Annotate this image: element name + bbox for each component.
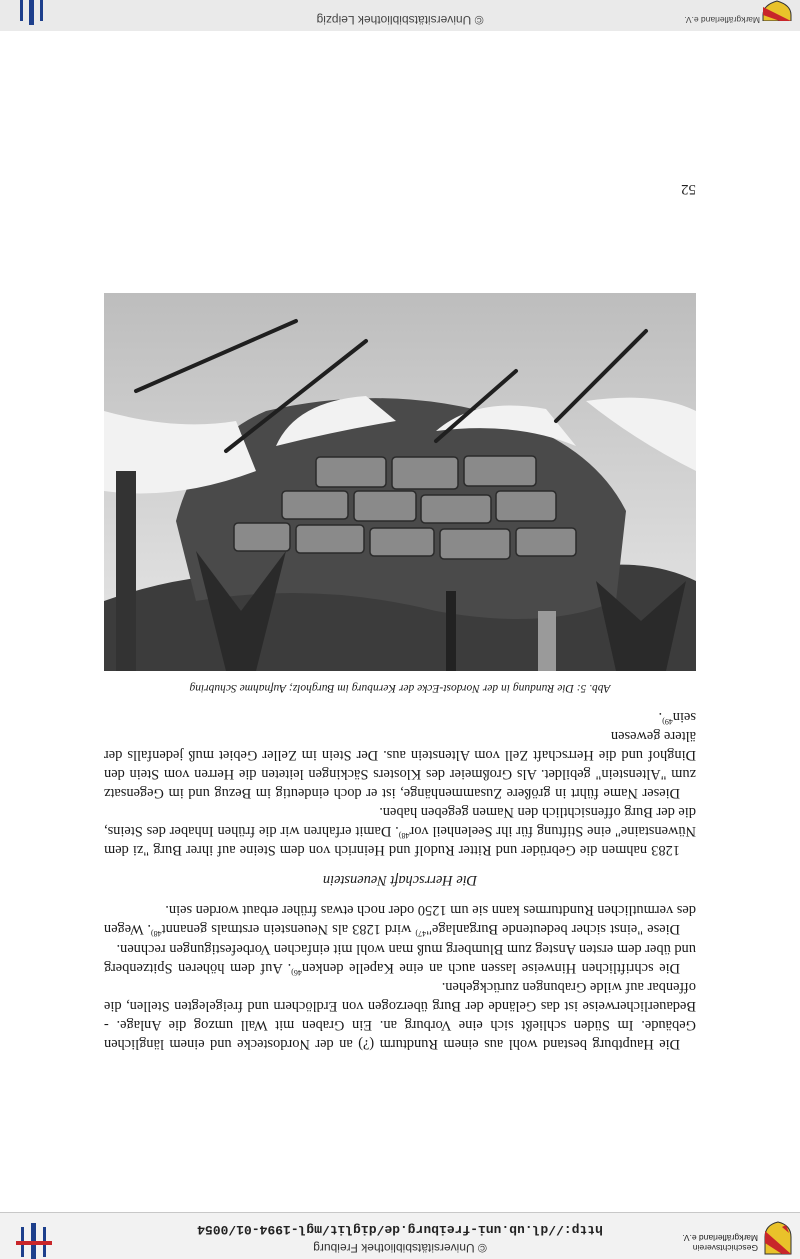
- castle-ruin-photo: [104, 294, 696, 672]
- paragraph-text: Die Hauptburg bestand wohl aus einem Rundturm (?) an der Nordostecke und einem länglichen Gebäude. Im Süden schließt sich eine Vorburg an. Ein Graben mit Wall umzog die Anlage. - Bedauerlicherweise ist das Gelände der Burg überzogen von Erdlöchern und freigelegten Stellen, die offenbar auf wilde Grabungen zurückgehen.: [104, 978, 696, 1052]
- coat-of-arms-icon: [764, 1221, 792, 1255]
- copyright-text: © Universitätsbibliothek Freiburg: [313, 1241, 487, 1255]
- paragraph: [104, 726, 696, 802]
- paragraph-text: sein: [672, 708, 696, 725]
- paragraph-text: Dieser Name führt in größere Zusammenhänge, ist er doch eindeutig im Bezug und im Gegensatz zum "Altenstein" gebildet. Als Großmeier des Klosters Säckingen leiteten die Herren vom Stein den Dinghof und die Herrschaft Zell vom Altenstein aus. Der Stein im Zeller Gebiet muß jedenfalls der ältere gewesen: [104, 727, 696, 801]
- digitization-mark-icon: [12, 1219, 56, 1259]
- footnote-ref[interactable]: 49): [662, 716, 673, 726]
- page-content: [104, 294, 696, 1054]
- paragraph: [104, 938, 696, 976]
- permalink-url[interactable]: http://dl.ub.uni-freiburg.de/diglit/mgl-1994-01/0054: [197, 1222, 603, 1237]
- footnote-ref[interactable]: 46): [291, 967, 302, 977]
- footnote-ref[interactable]: 47): [415, 929, 427, 939]
- paragraph-text: . Damit erfahren wir die frühen Inhaber des Steins, die der Burg offensichtlich den Namen gegeben haben.: [104, 804, 696, 840]
- society-name-line2: Markgräflerland e.V.: [682, 1233, 758, 1243]
- society-name: Markgräflerland e.V.: [684, 15, 760, 25]
- paragraph-text: . Auf dem höheren Spitzenberg und über dem ersten Ansteg zum Blumberg muß man wohl mit einfachen Vorbefestigungen rechnen.: [104, 940, 696, 976]
- footnote-ref[interactable]: 48): [150, 929, 162, 939]
- paragraph-text: Diese "einst sicher bedeutende Burganlage": [426, 921, 680, 938]
- coat-of-arms-icon: [762, 0, 792, 21]
- society-name: [668, 1233, 758, 1253]
- copyright-text: © Universitätsbibliothek Leipzig: [316, 13, 484, 27]
- paragraph: [104, 802, 696, 859]
- paragraph: [104, 707, 696, 726]
- footer-bar: [0, 0, 800, 31]
- paragraph-text: .: [658, 708, 663, 725]
- section-heading: Die Herrschaft Neuenstein: [322, 872, 478, 889]
- paragraph: [104, 977, 696, 1053]
- paragraph: [104, 900, 696, 938]
- figure-caption: Abb. 5: Die Rundung in der Nordost-Ecke der Kernburg im Burgholz; Aufnahme Schubring: [189, 682, 611, 695]
- digitization-mark-icon: [12, 0, 52, 25]
- society-name-line1: Geschichtsverein: [692, 1243, 758, 1253]
- page-number: 52: [681, 181, 696, 197]
- paragraph-text: . Wegen des vermutlichen Rundturmes kann sie um 1250 oder noch etwas früher erbaut worden sein.: [103, 902, 696, 938]
- footnote-ref[interactable]: 48): [398, 830, 410, 840]
- paragraph-text: Die schriftlichen Hinweise lassen auch an eine Kapelle denken: [301, 959, 680, 976]
- paragraph-text: 1283 nahmen die Gebrüder und Ritter Rudolf und Heinrich von dem Steine auf ihrer Burg "zi dem Nüwenstaine" eine Stiftung für ihr Seelenheil vor: [104, 823, 696, 859]
- paragraph-text: wird 1283 als Neuenstein erstmals genannt: [161, 921, 416, 938]
- header-bar: [0, 1212, 800, 1259]
